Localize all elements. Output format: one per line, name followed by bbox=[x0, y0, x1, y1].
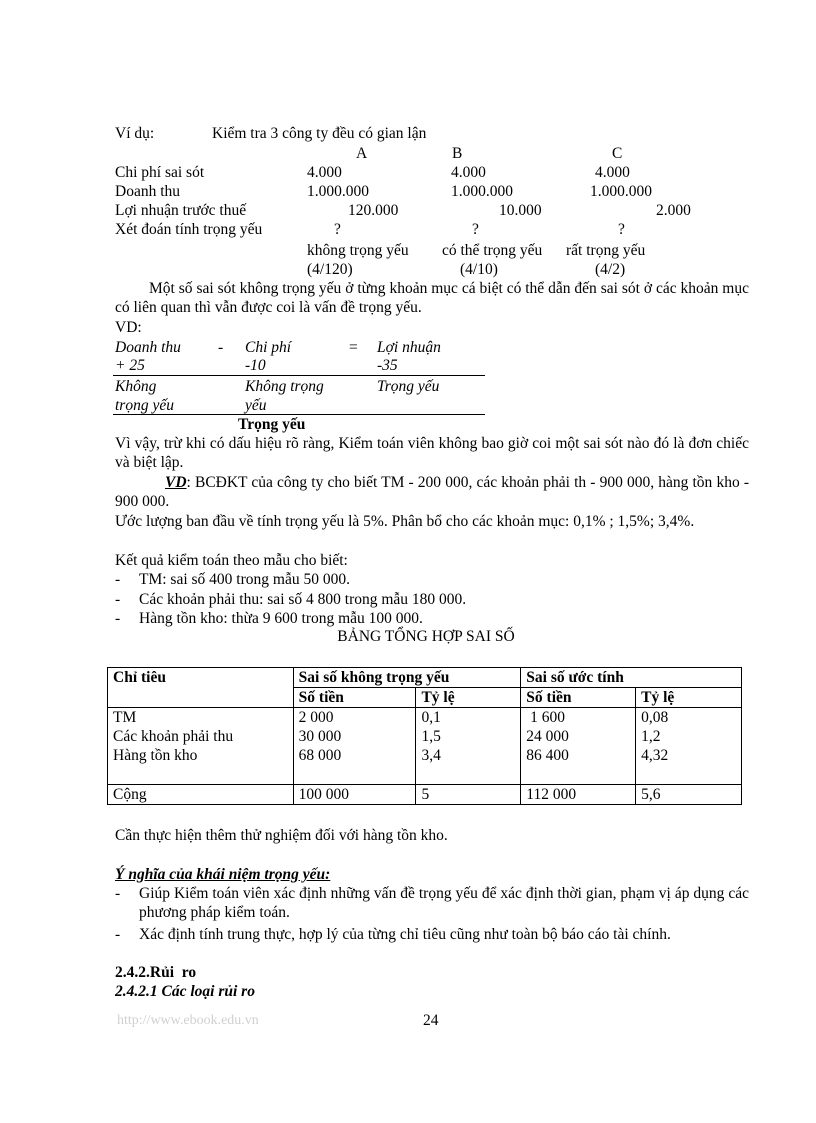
page-number: 24 bbox=[423, 1012, 439, 1029]
vd-header-revenue: Doanh thu bbox=[115, 339, 181, 356]
vd-conclusion: Trọng yếu bbox=[238, 416, 306, 433]
ratio-a: (4/120) bbox=[307, 261, 353, 278]
cash-ratio1: 0,1 bbox=[421, 709, 441, 726]
header-estimated-error: Sai số ước tính bbox=[521, 668, 742, 688]
value-c-judgement: ? bbox=[618, 221, 625, 238]
vd-divider-top bbox=[113, 375, 485, 376]
value-c-pretax-profit: 2.000 bbox=[656, 202, 691, 219]
cash-amount2: 1 600 bbox=[526, 709, 566, 726]
vd-header-minus: - bbox=[218, 339, 224, 356]
inventory-ratio1: 3,4 bbox=[421, 747, 441, 764]
value-c-revenue: 1.000.000 bbox=[590, 183, 652, 200]
vd-value-cost: -10 bbox=[245, 357, 266, 374]
paragraph-not-isolated: Vì vậy, trừ khi có dấu hiệu rõ ràng, Kiểm toán viên không bao giờ coi một sai sót nào đó là đơn chiếc và biệt lập. bbox=[115, 435, 749, 472]
vd-value-revenue: + 25 bbox=[115, 357, 145, 374]
vd-assess-cost-line2: yếu bbox=[245, 397, 267, 414]
ratio1-cell bbox=[416, 708, 521, 785]
ratio-c: (4/2) bbox=[595, 261, 626, 278]
row-name-inventory: Hàng tồn kho bbox=[113, 747, 198, 764]
value-b-judgement: ? bbox=[472, 221, 479, 238]
judgement-c: rất trọng yếu bbox=[566, 242, 646, 259]
bullet-inventory: Hàng tồn kho: thừa 9 600 trong mẫu 100 000. bbox=[139, 610, 423, 627]
value-a-revenue: 1.000.000 bbox=[307, 183, 369, 200]
vd-assess-revenue-line2: trọng yếu bbox=[115, 397, 174, 414]
bullet-cash: TM: sai số 400 trong mẫu 50 000. bbox=[139, 571, 350, 588]
judgement-a: không trọng yếu bbox=[307, 242, 409, 259]
table-total-row bbox=[108, 785, 742, 805]
inventory-amount2: 86 400 bbox=[526, 747, 569, 764]
header-indicator: Chỉ tiêu bbox=[108, 668, 294, 708]
row-name-receivables: Các khoản phải thu bbox=[113, 728, 234, 745]
value-b-revenue: 1.000.000 bbox=[451, 183, 513, 200]
header-amount-2: Số tiền bbox=[521, 688, 636, 708]
receivables-ratio1: 1,5 bbox=[421, 728, 441, 745]
significance-bullet-2: Xác định tính trung thực, hợp lý của từng chỉ tiêu cũng như toàn bộ báo cáo tài chính. bbox=[139, 926, 671, 943]
significance-bullet-1: Giúp Kiểm toán viên xác định những vấn đề trọng yếu để xác định thời gian, phạm vị áp dụng các phương pháp kiểm toán. bbox=[139, 885, 749, 922]
vd2-text: : BCĐKT của công ty cho biết TM - 200 000, các khoản phải th - 900 000, hàng tồn kho - 900 000. bbox=[115, 474, 749, 511]
header-amount-1: Số tiền bbox=[293, 688, 416, 708]
table-body-row bbox=[108, 708, 742, 785]
paragraph-cumulative-errors: Một số sai sót không trọng yếu ở từng khoản mục cá biệt có thể dẫn đến sai sót ở các khoản mục có liên quan thì vẫn được coi là vấn đề trọng yếu. bbox=[115, 280, 749, 317]
header-ratio-2: Tỷ lệ bbox=[636, 688, 742, 708]
total-label: Cộng bbox=[108, 785, 294, 805]
header-ratio-1: Tỷ lệ bbox=[416, 688, 521, 708]
bullet-dash: - bbox=[115, 885, 121, 902]
column-header-b: B bbox=[452, 145, 463, 162]
row-label-materiality-judgement: Xét đoán tính trọng yếu bbox=[115, 221, 263, 238]
error-summary-table bbox=[107, 667, 742, 805]
indicator-cell bbox=[108, 708, 294, 785]
inventory-amount1: 68 000 bbox=[298, 747, 342, 764]
total-amount2: 112 000 bbox=[521, 785, 636, 805]
value-a-error-cost: 4.000 bbox=[307, 164, 342, 181]
value-b-error-cost: 4.000 bbox=[451, 164, 486, 181]
header-immaterial-error: Sai số không trọng yếu bbox=[293, 668, 521, 688]
value-b-pretax-profit: 10.000 bbox=[499, 202, 542, 219]
vd2-label: VD bbox=[165, 474, 187, 491]
example-intro: Kiểm tra 3 công ty đều có gian lận bbox=[212, 125, 427, 142]
footer-url: http://www.ebook.edu.vn bbox=[117, 1013, 259, 1028]
bullet-receivables: Các khoản phải thu: sai số 4 800 trong mẫu 180 000. bbox=[139, 591, 467, 608]
cash-ratio2: 0,08 bbox=[641, 709, 669, 726]
inventory-ratio2: 4,32 bbox=[641, 747, 669, 764]
vd-assess-cost-line1: Không trọng bbox=[245, 378, 324, 395]
receivables-ratio2: 1,2 bbox=[641, 728, 661, 745]
total-amount1: 100 000 bbox=[293, 785, 416, 805]
table-title: BẢNG TỔNG HỢP SAI SỐ bbox=[337, 628, 515, 645]
vd-header-equals: = bbox=[348, 339, 359, 356]
receivables-amount1: 30 000 bbox=[298, 728, 342, 745]
cash-amount1: 2 000 bbox=[298, 709, 334, 726]
section-heading-risk: 2.4.2.Rủi ro bbox=[115, 964, 197, 981]
subsection-heading-risk-types: 2.4.2.1 Các loại rủi ro bbox=[115, 983, 255, 1000]
paragraph-initial-estimate: Ước lượng ban đầu về tính trọng yếu là 5%. Phân bổ cho các khoản mục: 0,1% ; 1,5%; 3,4%. bbox=[115, 513, 695, 530]
column-header-a: A bbox=[356, 145, 368, 162]
amount1-cell bbox=[293, 708, 416, 785]
bullet-dash: - bbox=[115, 926, 121, 943]
bullet-dash: - bbox=[115, 591, 121, 608]
column-header-c: C bbox=[612, 145, 623, 162]
ratio2-cell bbox=[636, 708, 742, 785]
significance-heading: Ý nghĩa của khái niệm trọng yếu: bbox=[115, 866, 331, 883]
receivables-amount2: 24 000 bbox=[526, 728, 569, 745]
amount2-cell bbox=[521, 708, 636, 785]
judgement-b: có thể trọng yếu bbox=[442, 242, 543, 259]
row-label-pretax-profit: Lợi nhuận trước thuế bbox=[115, 202, 247, 219]
vd-header-cost: Chi phí bbox=[245, 339, 292, 356]
vd-header-profit: Lợi nhuận bbox=[377, 339, 441, 356]
bullet-dash: - bbox=[115, 571, 121, 588]
paragraph-balance-sheet bbox=[115, 473, 749, 512]
row-name-cash: TM bbox=[113, 709, 137, 726]
row-label-revenue: Doanh thu bbox=[115, 183, 181, 200]
vd-assess-profit: Trọng yếu bbox=[377, 378, 440, 395]
after-table-note: Cần thực hiện thêm thử nghiệm đối với hàng tồn kho. bbox=[115, 827, 448, 844]
ratio-b: (4/10) bbox=[460, 261, 498, 278]
value-c-error-cost: 4.000 bbox=[595, 164, 630, 181]
value-a-pretax-profit: 120.000 bbox=[348, 202, 399, 219]
value-a-judgement: ? bbox=[334, 221, 341, 238]
row-label-error-cost: Chi phí sai sót bbox=[115, 164, 205, 181]
example-label: Ví dụ: bbox=[115, 125, 155, 142]
result-intro: Kết quả kiểm toán theo mẫu cho biết: bbox=[115, 552, 348, 569]
total-ratio1: 5 bbox=[416, 785, 521, 805]
vd-assess-revenue-line1: Không bbox=[115, 378, 157, 395]
bullet-dash: - bbox=[115, 610, 121, 627]
vd-small-label: VD: bbox=[115, 319, 142, 336]
table-header-row bbox=[108, 668, 742, 688]
total-ratio2: 5,6 bbox=[636, 785, 742, 805]
vd-value-profit: -35 bbox=[377, 357, 398, 374]
